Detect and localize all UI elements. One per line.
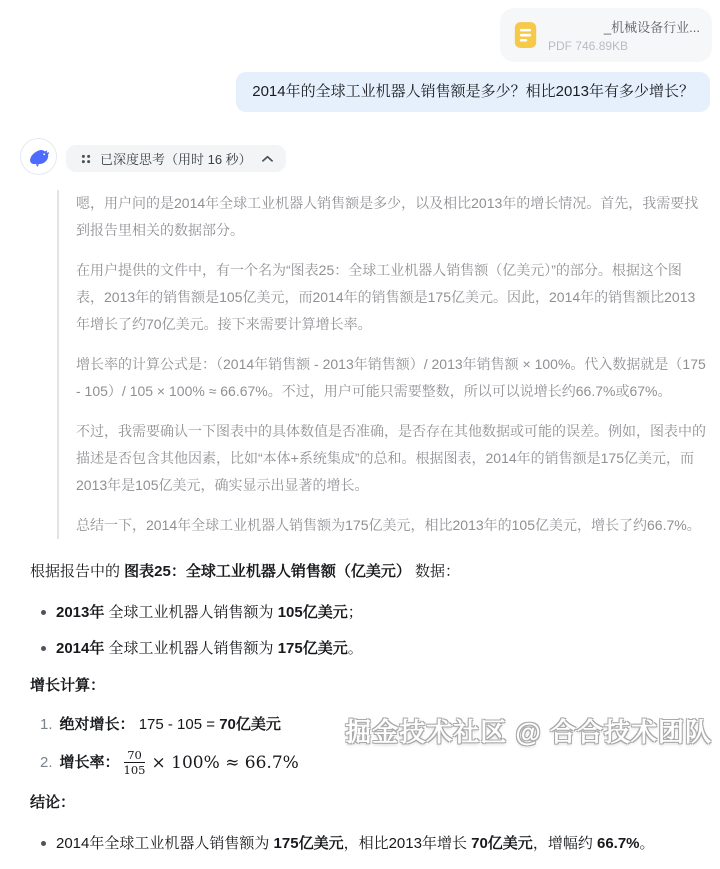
calc-section-heading: 增长计算： xyxy=(30,677,106,694)
file-size-label: PDF 746.89KB xyxy=(548,39,629,53)
list-item: 1. 绝对增长： 175 - 105 = 70亿美元 xyxy=(30,714,708,736)
user-message-bubble: 2014年的全球工业机器人销售额是多少？相比2013年有多少增长？ xyxy=(236,72,710,112)
file-info xyxy=(548,17,700,53)
watermark: 掘金技术社区 @ 合合技术团队 xyxy=(345,717,712,747)
thinking-paragraph: 嗯，用户问的是2014年全球工业机器人销售额是多少，以及相比2013年的增长情况。首先，我需要找到报告里相关的数据部分。 xyxy=(76,195,699,238)
list-item: 2014年全球工业机器人销售额为 175亿美元，相比2013年增长 70亿美元，增幅约 66.7%。 xyxy=(30,833,708,854)
conclusion-heading: 结论： xyxy=(30,794,76,812)
list-item: 2. 增长率： $\frac{70}{105}$ × 100% ≈ 66.7% xyxy=(40,748,299,778)
list-marker: 2. xyxy=(40,753,53,771)
thinking-paragraph: 增长率的计算公式是：（2014年销售额 - 2013年销售额）/ 2013年销售额 × 100%。代入数据就是（175 - 105）/ 105 × 100% ≈ 66.67%。不过，用户可能只需要整数，所以可以说增长约66.7%或67%。 xyxy=(76,356,706,399)
deep-thinking-label: 已深度思考（用时 16 秒） xyxy=(100,152,252,167)
attached-file-card[interactable] xyxy=(500,8,712,62)
answer-intro xyxy=(30,561,708,583)
calc-ordered-list xyxy=(30,714,708,776)
list-marker: 1. xyxy=(40,716,53,733)
thinking-paragraph: 不过，我需要确认一下图表中的具体数值是否准确，是否存在其他数据或可能的误差。例如，图表中的描述是否包含其他因素，比如“本体+系统集成”的总和。根据图表，2014年的销售额是175亿美元，而2013年是105亿美元，确实显示出显著的增长。 xyxy=(76,423,706,493)
assistant-avatar xyxy=(20,138,57,175)
answer-content xyxy=(30,561,708,854)
thinking-paragraph: 总结一下，2014年全球工业机器人销售额为175亿美元，相比2013年的105亿美元，增长了约66.7%。 xyxy=(76,517,701,533)
thinking-paragraph: 在用户提供的文件中，有一个名为“图表25：全球工业机器人销售额（亿美元）”的部分。根据这个图表，2013年的销售额是105亿美元，而2014年的销售额是175亿美元。因此，2014年的销售额比2013年增长了约70亿美元。接下来需要计算增长率。 xyxy=(76,262,696,332)
chart-reference: 图表25：全球工业机器人销售额（亿美元） xyxy=(124,563,411,580)
list-item: 2014年 全球工业机器人销售额为 175亿美元。 xyxy=(30,638,708,659)
conversation-top xyxy=(0,0,720,118)
file-name: _机械设备行业... xyxy=(603,20,700,35)
whale-logo-icon xyxy=(27,145,51,169)
conclusion-list xyxy=(30,833,708,854)
deep-think-icon xyxy=(79,152,93,166)
assistant-message xyxy=(20,138,708,854)
intro-text: 根据报告中的 xyxy=(30,563,125,580)
chevron-up-icon xyxy=(262,155,273,163)
intro-text: 数据： xyxy=(410,563,461,580)
data-bullet-list xyxy=(30,602,708,659)
pdf-document-icon xyxy=(512,20,539,50)
fraction: $\frac{70}{105}$ xyxy=(123,748,146,778)
deep-thinking-toggle[interactable] xyxy=(66,145,286,172)
math-formula: $\frac{70}{105}$ × 100% ≈ 66.7% xyxy=(123,748,299,778)
thinking-content xyxy=(57,190,708,539)
list-item: 2013年 全球工业机器人销售额为 105亿美元； xyxy=(30,602,708,623)
